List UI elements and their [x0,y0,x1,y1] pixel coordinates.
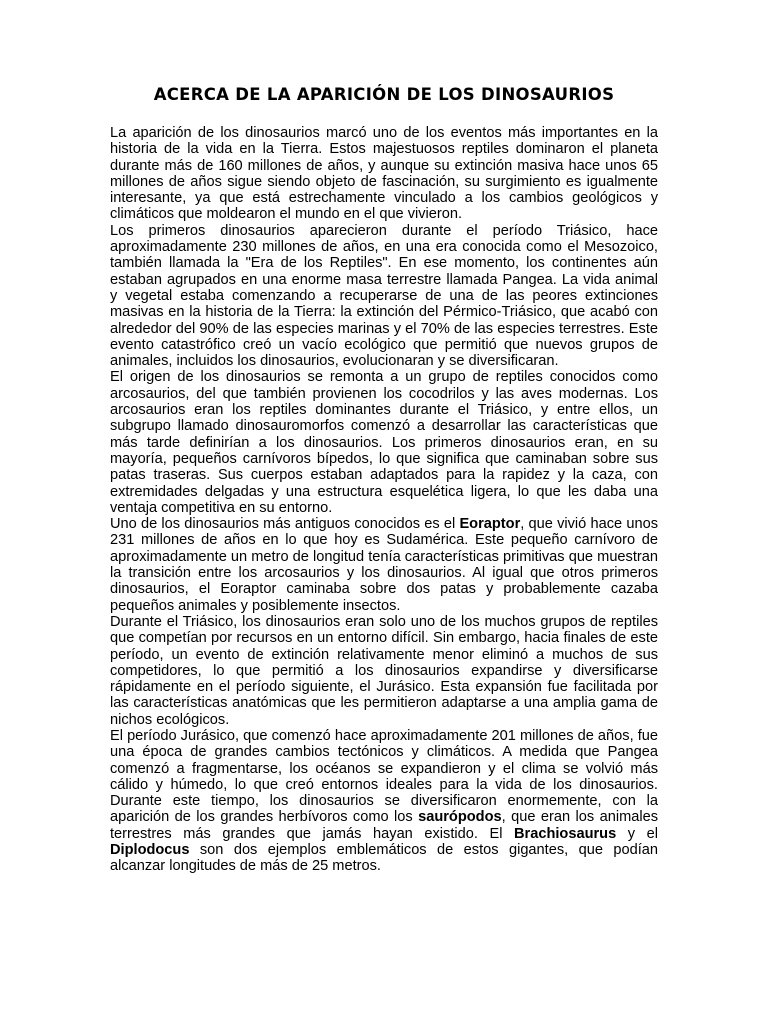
body-paragraph [110,614,658,728]
body-paragraph [110,125,658,223]
document-page [110,84,658,875]
body-paragraph [110,516,658,614]
paragraph-text: La aparición de los dinosaurios marcó uno de los eventos más importantes en la historia de la vida en la Tierra. Estos majestuosos reptiles dominaron el planeta durante más de 160 millones de años, y aunque su extinción masiva hace unos 65 millones de años sigue siendo objeto de fascinación, su surgimiento es igualmente interesante, ya que está estrechamente vinculado a los cambios geológicos y climáticos que moldearon el mundo en el que vivieron. [110,125,658,223]
bold-term: Eoraptor [459,516,521,533]
document-title: ACERCA DE LA APARICIÓN DE LOS DINOSAURIOS [153,85,615,104]
paragraph-text: , que vivió hace unos 231 millones de años en lo que hoy es Sudamérica. Este pequeño carnívoro de aproximadamente un metro de longitud tenía características primitivas que muestran la transición entre los arcosaurios y los dinosaurios. Al igual que otros primeros dinosaurios, el Eoraptor caminaba sobre dos patas y probablemente cazaba pequeños animales y posiblemente insectos. [110,516,658,614]
paragraph-text: son dos ejemplos emblemáticos de estos gigantes, que podían alcanzar longitudes de más de 25 metros. [110,842,658,875]
body-paragraph [110,728,658,875]
document-body [110,125,658,875]
paragraph-text: El período Jurásico, que comenzó hace aproximadamente 201 millones de años, fue una época de grandes cambios tectónicos y climáticos. A medida que Pangea comenzó a fragmentarse, los océanos se expandieron y el clima se volvió más cálido y húmedo, lo que creó entornos ideales para la vida de los dinosaurios. Durante este tiempo, los dinosaurios se diversificaron enormemente, con la aparición de los grandes herbívoros como los [110,727,658,826]
bold-term: Diplodocus [110,842,190,859]
paragraph-text: y el [616,825,659,842]
body-paragraph [110,223,658,370]
paragraph-text: Durante el Triásico, los dinosaurios eran solo uno de los muchos grupos de reptiles que competían por recursos en un entorno difícil. Sin embargo, hacia finales de este período, un evento de extinción relativamente menor eliminó a muchos de sus competidores, lo que permitió a los dinosaurios expandirse y diversificarse rápidamente en el período siguiente, el Jurásico. Esta expansión fue facilitada por las características anatómicas que les permitieron adaptarse a una amplia gama de nichos ecológicos. [110,613,658,728]
paragraph-text: Los primeros dinosaurios aparecieron durante el período Triásico, hace aproximadamente 230 millones de años, en una era conocida como el Mesozoico, también llamada la "Era de los Reptiles". En ese momento, los continentes aún estaban agrupados en una enorme masa terrestre llamada Pangea. La vida animal y vegetal estaba comenzando a recuperarse de una de las peores extinciones masivas en la historia de la Tierra: la extinción del Pérmico-Triásico, que acabó con alrededor del 90% de las especies marinas y el 70% de las especies terrestres. Este evento catastrófico creó un vacío ecológico que permitió que nuevos grupos de animales, incluidos los dinosaurios, evolucionaran y se diversificaran. [110,222,658,370]
bold-term: Brachiosaurus [514,825,617,842]
bold-term: saurópodos [418,809,502,826]
paragraph-text: El origen de los dinosaurios se remonta a un grupo de reptiles conocidos como arcosaurios, del que también provienen los cocodrilos y las aves modernas. Los arcosaurios eran los reptiles dominantes durante el Triásico, y entre ellos, un subgrupo llamado dinosauromorfos comenzó a desarrollar las características que más tarde definirían a los dinosaurios. Los primeros dinosaurios eran, en su mayoría, pequeños carnívoros bípedos, lo que significa que caminaban sobre sus patas traseras. Sus cuerpos estaban adaptados para la rapidez y la caza, con extremidades delgadas y una estructura esquelética ligera, lo que les daba una ventaja competitiva en su entorno. [110,369,658,516]
paragraph-text: Uno de los dinosaurios más antiguos conocidos es el [110,516,460,533]
body-paragraph [110,369,658,516]
paragraph-text: , que eran los animales terrestres más grandes que jamás hayan existido. El [110,809,658,842]
